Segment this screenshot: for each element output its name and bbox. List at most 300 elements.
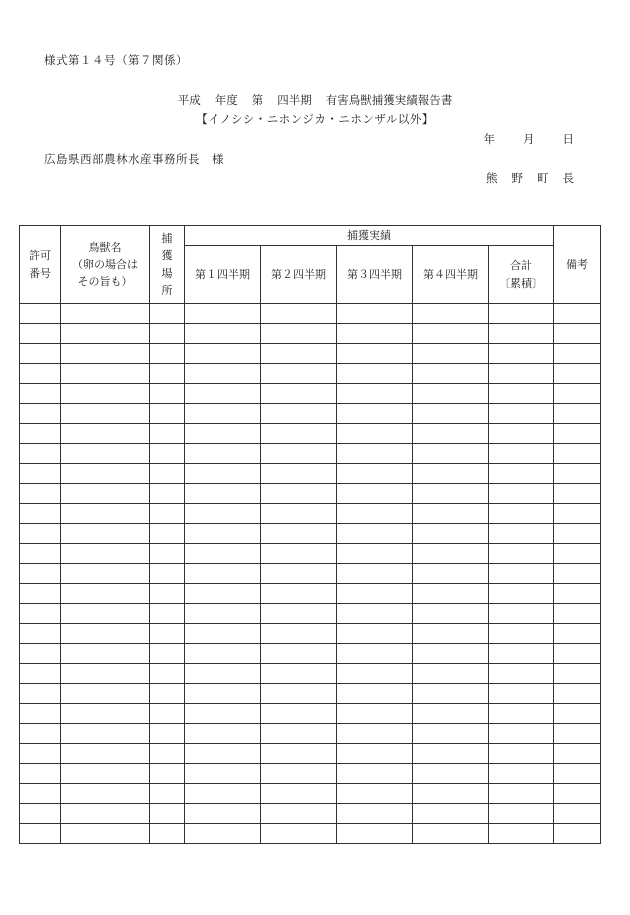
- table-cell[interactable]: [185, 704, 261, 724]
- table-cell[interactable]: [261, 744, 337, 764]
- table-cell[interactable]: [150, 444, 185, 464]
- table-cell[interactable]: [185, 544, 261, 564]
- table-cell[interactable]: [261, 404, 337, 424]
- table-cell[interactable]: [413, 484, 489, 504]
- table-cell[interactable]: [261, 344, 337, 364]
- table-cell[interactable]: [261, 324, 337, 344]
- table-cell[interactable]: [150, 524, 185, 544]
- table-cell[interactable]: [554, 344, 601, 364]
- table-cell[interactable]: [489, 784, 554, 804]
- table-cell[interactable]: [150, 384, 185, 404]
- header-species-line2: （卵の場合は: [72, 257, 138, 271]
- table-cell[interactable]: [261, 804, 337, 824]
- table-cell[interactable]: [150, 684, 185, 704]
- table-row: [20, 764, 601, 784]
- table-cell[interactable]: [413, 724, 489, 744]
- table-cell[interactable]: [150, 304, 185, 324]
- table-cell[interactable]: [261, 304, 337, 324]
- table-row: [20, 644, 601, 664]
- table-cell[interactable]: [20, 724, 61, 744]
- table-cell[interactable]: [20, 544, 61, 564]
- table-cell[interactable]: [413, 744, 489, 764]
- table-cell[interactable]: [489, 344, 554, 364]
- table-row: [20, 624, 601, 644]
- table-cell[interactable]: [61, 824, 150, 844]
- header-capture-place: [150, 226, 185, 304]
- table-cell[interactable]: [554, 604, 601, 624]
- table-row: [20, 604, 601, 624]
- table-cell[interactable]: [185, 504, 261, 524]
- table-cell[interactable]: [413, 344, 489, 364]
- table-cell[interactable]: [337, 604, 413, 624]
- table-cell[interactable]: [413, 644, 489, 664]
- table-cell[interactable]: [554, 524, 601, 544]
- table-cell[interactable]: [61, 484, 150, 504]
- table-cell[interactable]: [489, 364, 554, 384]
- table-cell[interactable]: [489, 444, 554, 464]
- table-cell[interactable]: [185, 644, 261, 664]
- table-row: [20, 364, 601, 384]
- table-cell[interactable]: [61, 604, 150, 624]
- table-cell[interactable]: [554, 804, 601, 824]
- table-cell[interactable]: [489, 524, 554, 544]
- table-row: [20, 824, 601, 844]
- table-cell[interactable]: [261, 484, 337, 504]
- table-cell[interactable]: [554, 724, 601, 744]
- table-cell[interactable]: [150, 624, 185, 644]
- table-cell[interactable]: [489, 644, 554, 664]
- header-species: [61, 226, 150, 304]
- table-cell[interactable]: [61, 744, 150, 764]
- table-cell[interactable]: [554, 684, 601, 704]
- table-cell[interactable]: [61, 804, 150, 824]
- table-cell[interactable]: [150, 824, 185, 844]
- table-cell[interactable]: [20, 364, 61, 384]
- table-cell[interactable]: [489, 804, 554, 824]
- table-row: [20, 584, 601, 604]
- table-cell[interactable]: [61, 684, 150, 704]
- sender-char: 長: [562, 171, 574, 185]
- title-year: 年度: [214, 93, 238, 107]
- table-cell[interactable]: [20, 704, 61, 724]
- table-cell[interactable]: [413, 444, 489, 464]
- table-cell[interactable]: [150, 464, 185, 484]
- header-remarks: 備考: [554, 226, 601, 304]
- table-cell[interactable]: [150, 784, 185, 804]
- table-cell[interactable]: [261, 464, 337, 484]
- table-cell[interactable]: [20, 804, 61, 824]
- table-cell[interactable]: [337, 684, 413, 704]
- table-cell[interactable]: [20, 444, 61, 464]
- table-cell[interactable]: [261, 664, 337, 684]
- table-cell[interactable]: [185, 404, 261, 424]
- header-q4: 第４四半期: [413, 246, 489, 304]
- table-cell[interactable]: [337, 584, 413, 604]
- table-row: [20, 424, 601, 444]
- table-cell[interactable]: [20, 424, 61, 444]
- table-cell[interactable]: [337, 384, 413, 404]
- table-cell[interactable]: [20, 484, 61, 504]
- table-cell[interactable]: [185, 724, 261, 744]
- table-cell[interactable]: [185, 444, 261, 464]
- table-cell[interactable]: [413, 524, 489, 544]
- table-cell[interactable]: [337, 464, 413, 484]
- table-cell[interactable]: [489, 584, 554, 604]
- date-month: 月: [523, 132, 535, 146]
- table-row: [20, 404, 601, 424]
- table-cell[interactable]: [261, 724, 337, 744]
- table-cell[interactable]: [554, 704, 601, 724]
- table-row: [20, 684, 601, 704]
- table-row: [20, 744, 601, 764]
- table-row: [20, 544, 601, 564]
- table-cell[interactable]: [185, 464, 261, 484]
- date-line: [484, 131, 575, 147]
- table-cell[interactable]: [185, 364, 261, 384]
- title-quarter: 四半期: [277, 93, 312, 107]
- header-place-char: 捕: [161, 232, 173, 246]
- table-cell[interactable]: [337, 344, 413, 364]
- sender-char: 野: [511, 171, 523, 185]
- table-cell[interactable]: [20, 644, 61, 664]
- table-cell[interactable]: [261, 684, 337, 704]
- table-cell[interactable]: [61, 304, 150, 324]
- table-cell[interactable]: [150, 764, 185, 784]
- table-cell[interactable]: [185, 384, 261, 404]
- table-cell[interactable]: [61, 424, 150, 444]
- table-cell[interactable]: [61, 444, 150, 464]
- table-cell[interactable]: [337, 444, 413, 464]
- table-cell[interactable]: [489, 564, 554, 584]
- table-cell[interactable]: [489, 504, 554, 524]
- table-cell[interactable]: [20, 344, 61, 364]
- table-cell[interactable]: [261, 704, 337, 724]
- table-cell[interactable]: [61, 564, 150, 584]
- table-cell[interactable]: [554, 624, 601, 644]
- table-cell[interactable]: [489, 624, 554, 644]
- table-cell[interactable]: [150, 744, 185, 764]
- table-cell[interactable]: [185, 524, 261, 544]
- table-cell[interactable]: [489, 684, 554, 704]
- table-cell[interactable]: [489, 764, 554, 784]
- table-cell[interactable]: [337, 824, 413, 844]
- table-cell[interactable]: [185, 764, 261, 784]
- table-cell[interactable]: [337, 744, 413, 764]
- table-cell[interactable]: [61, 784, 150, 804]
- table-cell[interactable]: [150, 324, 185, 344]
- table-cell[interactable]: [413, 704, 489, 724]
- table-cell[interactable]: [489, 704, 554, 724]
- table-row: [20, 724, 601, 744]
- table-cell[interactable]: [185, 424, 261, 444]
- date-day: 日: [562, 132, 574, 146]
- table-cell[interactable]: [261, 624, 337, 644]
- table-cell[interactable]: [489, 384, 554, 404]
- table-cell[interactable]: [337, 624, 413, 644]
- table-cell[interactable]: [150, 804, 185, 824]
- table-cell[interactable]: [413, 664, 489, 684]
- table-cell[interactable]: [413, 784, 489, 804]
- table-cell[interactable]: [20, 784, 61, 804]
- table-cell[interactable]: [413, 504, 489, 524]
- table-cell[interactable]: [185, 304, 261, 324]
- table-cell[interactable]: [150, 644, 185, 664]
- table-cell[interactable]: [150, 724, 185, 744]
- header-total-line2: 〔累積〕: [499, 276, 543, 290]
- table-cell[interactable]: [61, 504, 150, 524]
- table-cell[interactable]: [185, 604, 261, 624]
- table-cell[interactable]: [337, 784, 413, 804]
- table-cell[interactable]: [150, 364, 185, 384]
- table-cell[interactable]: [489, 824, 554, 844]
- table-cell[interactable]: [20, 664, 61, 684]
- table-cell[interactable]: [554, 364, 601, 384]
- table-cell[interactable]: [150, 484, 185, 504]
- table-cell[interactable]: [61, 524, 150, 544]
- table-cell[interactable]: [150, 504, 185, 524]
- table-cell[interactable]: [185, 744, 261, 764]
- table-cell[interactable]: [554, 464, 601, 484]
- table-cell[interactable]: [554, 304, 601, 324]
- table-cell[interactable]: [489, 664, 554, 684]
- table-row: [20, 564, 601, 584]
- table-cell[interactable]: [20, 624, 61, 644]
- table-cell[interactable]: [554, 664, 601, 684]
- table-cell[interactable]: [337, 804, 413, 824]
- table-cell[interactable]: [337, 564, 413, 584]
- table-cell[interactable]: [261, 604, 337, 624]
- table-cell[interactable]: [337, 524, 413, 544]
- table-cell[interactable]: [413, 824, 489, 844]
- table-cell[interactable]: [150, 584, 185, 604]
- table-cell[interactable]: [185, 684, 261, 704]
- table-cell[interactable]: [489, 464, 554, 484]
- table-cell[interactable]: [413, 384, 489, 404]
- table-cell[interactable]: [489, 724, 554, 744]
- table-cell[interactable]: [20, 524, 61, 544]
- table-cell[interactable]: [554, 444, 601, 464]
- table-cell[interactable]: [20, 764, 61, 784]
- table-cell[interactable]: [61, 704, 150, 724]
- table-cell[interactable]: [554, 384, 601, 404]
- table-cell[interactable]: [554, 544, 601, 564]
- table-cell[interactable]: [413, 544, 489, 564]
- header-permit-line1: 許可: [29, 249, 51, 263]
- table-cell[interactable]: [20, 564, 61, 584]
- table-cell[interactable]: [61, 584, 150, 604]
- table-cell[interactable]: [554, 824, 601, 844]
- table-row: [20, 384, 601, 404]
- table-cell[interactable]: [61, 404, 150, 424]
- table-cell[interactable]: [185, 344, 261, 364]
- table-cell[interactable]: [20, 504, 61, 524]
- table-row: [20, 504, 601, 524]
- header-q2: 第２四半期: [261, 246, 337, 304]
- table-cell[interactable]: [337, 404, 413, 424]
- header-total: [489, 246, 554, 304]
- table-cell[interactable]: [20, 684, 61, 704]
- table-cell[interactable]: [61, 464, 150, 484]
- table-cell[interactable]: [337, 704, 413, 724]
- table-cell[interactable]: [554, 504, 601, 524]
- table-cell[interactable]: [150, 704, 185, 724]
- table-row: [20, 444, 601, 464]
- report-subtitle: 【イノシシ・ニホンジカ・ニホンザル以外】: [196, 112, 434, 126]
- header-species-line1: 鳥獣名: [88, 240, 122, 254]
- table-cell[interactable]: [61, 344, 150, 364]
- table-cell[interactable]: [61, 364, 150, 384]
- table-cell[interactable]: [20, 584, 61, 604]
- table-cell[interactable]: [337, 764, 413, 784]
- table-cell[interactable]: [185, 484, 261, 504]
- table-cell[interactable]: [20, 404, 61, 424]
- table-cell[interactable]: [554, 484, 601, 504]
- table-cell[interactable]: [185, 804, 261, 824]
- table-cell[interactable]: [337, 644, 413, 664]
- table-cell[interactable]: [413, 424, 489, 444]
- table-cell[interactable]: [489, 324, 554, 344]
- table-cell[interactable]: [261, 824, 337, 844]
- table-cell[interactable]: [413, 404, 489, 424]
- table-cell[interactable]: [413, 624, 489, 644]
- table-cell[interactable]: [61, 384, 150, 404]
- table-cell[interactable]: [413, 584, 489, 604]
- table-cell[interactable]: [261, 364, 337, 384]
- table-cell[interactable]: [489, 544, 554, 564]
- table-cell[interactable]: [489, 744, 554, 764]
- table-cell[interactable]: [489, 604, 554, 624]
- table-cell[interactable]: [413, 464, 489, 484]
- sender-char: 熊: [486, 171, 498, 185]
- table-cell[interactable]: [261, 564, 337, 584]
- header-permit-number: [20, 226, 61, 304]
- header-place-char: 所: [161, 283, 173, 297]
- table-cell[interactable]: [150, 424, 185, 444]
- table-cell[interactable]: [337, 724, 413, 744]
- table-cell[interactable]: [413, 764, 489, 784]
- table-cell[interactable]: [554, 764, 601, 784]
- table-cell[interactable]: [150, 544, 185, 564]
- table-cell[interactable]: [20, 324, 61, 344]
- table-cell[interactable]: [61, 764, 150, 784]
- table-cell[interactable]: [61, 544, 150, 564]
- addressee: 広島県西部農林水産事務所長 様: [44, 152, 224, 166]
- table-row: [20, 704, 601, 724]
- table-cell[interactable]: [261, 584, 337, 604]
- table-cell[interactable]: [337, 304, 413, 324]
- table-cell[interactable]: [185, 664, 261, 684]
- table-cell[interactable]: [413, 304, 489, 324]
- table-row: [20, 804, 601, 824]
- table-cell[interactable]: [489, 484, 554, 504]
- table-cell[interactable]: [554, 744, 601, 764]
- report-table: [19, 225, 601, 844]
- table-cell[interactable]: [554, 324, 601, 344]
- header-place-char: 場: [161, 266, 173, 280]
- table-cell[interactable]: [413, 684, 489, 704]
- table-cell[interactable]: [20, 744, 61, 764]
- table-cell[interactable]: [489, 424, 554, 444]
- table-cell[interactable]: [337, 484, 413, 504]
- header-q3: 第３四半期: [337, 246, 413, 304]
- table-cell[interactable]: [20, 304, 61, 324]
- table-cell[interactable]: [489, 304, 554, 324]
- table-cell[interactable]: [261, 544, 337, 564]
- table-cell[interactable]: [150, 604, 185, 624]
- table-cell[interactable]: [61, 664, 150, 684]
- table-row: [20, 464, 601, 484]
- table-cell[interactable]: [185, 564, 261, 584]
- table-cell[interactable]: [554, 404, 601, 424]
- table-cell[interactable]: [261, 444, 337, 464]
- table-cell[interactable]: [261, 504, 337, 524]
- table-row: [20, 784, 601, 804]
- table-cell[interactable]: [337, 664, 413, 684]
- table-cell[interactable]: [413, 364, 489, 384]
- sender-char: 町: [537, 171, 549, 185]
- table-cell[interactable]: [185, 584, 261, 604]
- table-cell[interactable]: [337, 324, 413, 344]
- table-cell[interactable]: [20, 464, 61, 484]
- table-cell[interactable]: [261, 524, 337, 544]
- table-cell[interactable]: [554, 584, 601, 604]
- table-cell[interactable]: [185, 624, 261, 644]
- table-cell[interactable]: [337, 424, 413, 444]
- table-cell[interactable]: [61, 324, 150, 344]
- table-cell[interactable]: [261, 424, 337, 444]
- table-row: [20, 484, 601, 504]
- table-cell[interactable]: [61, 724, 150, 744]
- title-no: 第: [251, 93, 264, 107]
- table-cell[interactable]: [554, 564, 601, 584]
- table-cell[interactable]: [185, 784, 261, 804]
- table-cell[interactable]: [413, 604, 489, 624]
- table-cell[interactable]: [61, 644, 150, 664]
- header-species-line3: その旨も）: [77, 275, 133, 289]
- header-capture-results: 捕獲実績: [185, 226, 554, 246]
- table-cell[interactable]: [413, 324, 489, 344]
- table-cell[interactable]: [61, 624, 150, 644]
- report-title: [0, 92, 630, 108]
- table-cell[interactable]: [185, 324, 261, 344]
- table-cell[interactable]: [150, 344, 185, 364]
- table-cell[interactable]: [261, 384, 337, 404]
- table-cell[interactable]: [150, 404, 185, 424]
- table-cell[interactable]: [261, 784, 337, 804]
- table-cell[interactable]: [20, 604, 61, 624]
- table-cell[interactable]: [261, 644, 337, 664]
- table-row: [20, 664, 601, 684]
- table-cell[interactable]: [413, 564, 489, 584]
- table-cell[interactable]: [185, 824, 261, 844]
- table-cell[interactable]: [337, 544, 413, 564]
- table-cell[interactable]: [150, 664, 185, 684]
- table-cell[interactable]: [337, 504, 413, 524]
- header-q1: 第１四半期: [185, 246, 261, 304]
- table-cell[interactable]: [150, 564, 185, 584]
- table-cell[interactable]: [554, 784, 601, 804]
- table-cell[interactable]: [20, 824, 61, 844]
- table-cell[interactable]: [413, 804, 489, 824]
- table-cell[interactable]: [261, 764, 337, 784]
- table-cell[interactable]: [337, 364, 413, 384]
- table-cell[interactable]: [554, 644, 601, 664]
- header-place-char: 獲: [161, 249, 173, 263]
- sender: [486, 170, 574, 186]
- table-cell[interactable]: [20, 384, 61, 404]
- table-cell[interactable]: [489, 404, 554, 424]
- table-cell[interactable]: [554, 424, 601, 444]
